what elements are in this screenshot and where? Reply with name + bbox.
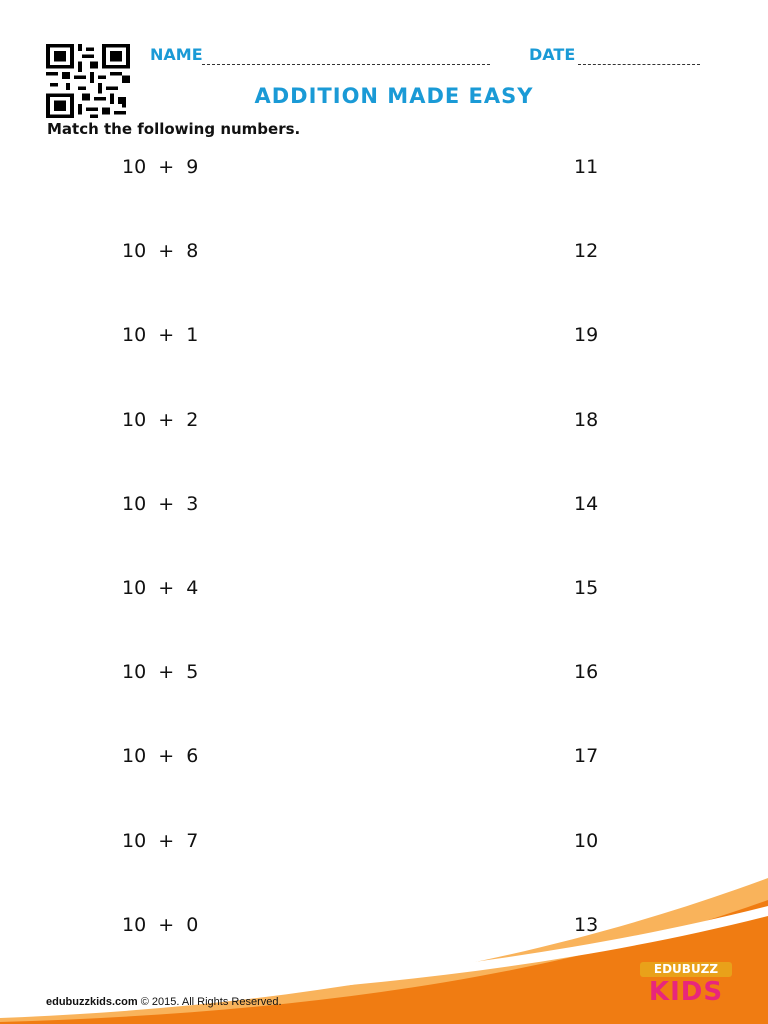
answer-number: 11 [574,156,599,178]
answer-number: 18 [574,409,599,431]
answer-number: 10 [574,830,599,852]
answer-number: 15 [574,577,599,599]
logo-top-text: EDUBUZZ [640,962,732,977]
answer-number: 12 [574,240,599,262]
footer-site[interactable]: edubuzzkids.com [46,996,138,1008]
answer-number: 19 [574,324,599,346]
problem-expression: 10 + 6 [122,745,199,767]
problem-expression: 10 + 5 [122,661,199,683]
date-blank[interactable] [578,64,700,65]
logo-bottom-text: KIDS [648,977,724,1007]
footer-copyright [46,996,282,1008]
problem-expression: 10 + 3 [122,493,199,515]
answer-number: 17 [574,745,599,767]
problem-expression: 10 + 1 [122,324,199,346]
problem-expression: 10 + 9 [122,156,199,178]
name-blank[interactable] [202,64,490,65]
worksheet-title: ADDITION MADE EASY [254,84,534,108]
date-label: DATE [529,45,576,64]
answer-number: 14 [574,493,599,515]
name-label: NAME [150,45,203,64]
problem-expression: 10 + 7 [122,830,199,852]
problem-expression: 10 + 8 [122,240,199,262]
footer-rights: © 2015. All Rights Reserved. [140,996,282,1008]
instruction-text: Match the following numbers. [47,120,301,138]
answer-number: 13 [574,914,599,936]
problem-expression: 10 + 4 [122,577,199,599]
edubuzz-kids-logo [640,962,732,1010]
problem-expression: 10 + 2 [122,409,199,431]
problem-expression: 10 + 0 [122,914,199,936]
answer-number: 16 [574,661,599,683]
